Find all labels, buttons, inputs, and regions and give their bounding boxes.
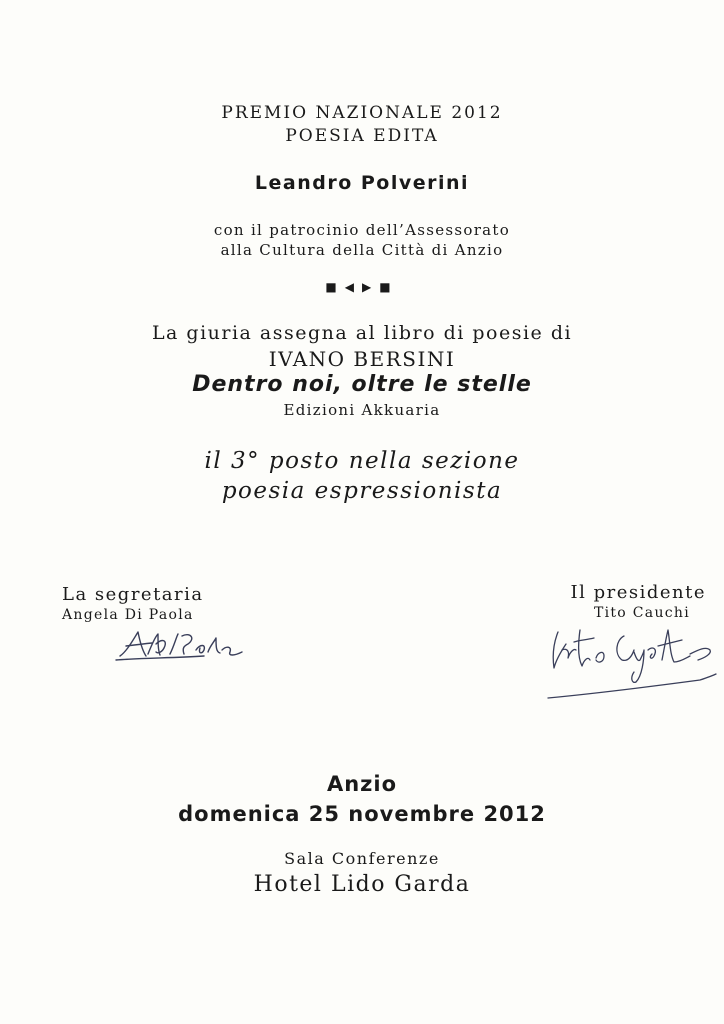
triangle-right-icon: ▶ — [362, 280, 380, 294]
square-icon: ■ — [325, 280, 345, 294]
award-category: POESIA EDITA — [285, 126, 439, 146]
secretary-signature — [112, 624, 252, 666]
prize-line-1: il 3° posto nella sezione — [204, 448, 520, 474]
president-role: Il presidente — [570, 582, 706, 603]
patronage-line-1: con il patrocinio dell’Assessorato — [213, 221, 511, 239]
event-place: Anzio — [326, 772, 398, 796]
publisher-name: Edizioni Akkuaria — [283, 401, 441, 419]
triangle-left-icon: ◀ — [344, 280, 362, 294]
venue-room: Sala Conferenze — [284, 849, 440, 868]
ornament-divider — [0, 280, 724, 294]
prize-line-2: poesia espressionista — [221, 478, 503, 504]
book-title: Dentro noi, oltre le stelle — [192, 372, 532, 397]
president-signature — [540, 620, 718, 708]
venue-hotel: Hotel Lido Garda — [253, 872, 471, 897]
award-header: PREMIO NAZIONALE 2012 — [221, 103, 503, 123]
secretary-role: La segretaria — [62, 584, 204, 605]
event-date: domenica 25 novembre 2012 — [178, 802, 546, 826]
patronage-line-2: alla Cultura della Città di Anzio — [220, 241, 504, 259]
author-name: IVANO BERSINI — [268, 347, 456, 371]
square-icon: ■ — [379, 280, 399, 294]
jury-statement: La giuria assegna al libro di poesie di — [151, 322, 573, 344]
organizer-name: Leandro Polverini — [254, 172, 470, 194]
president-name: Tito Cauchi — [593, 605, 690, 621]
secretary-name: Angela Di Paola — [62, 607, 194, 623]
